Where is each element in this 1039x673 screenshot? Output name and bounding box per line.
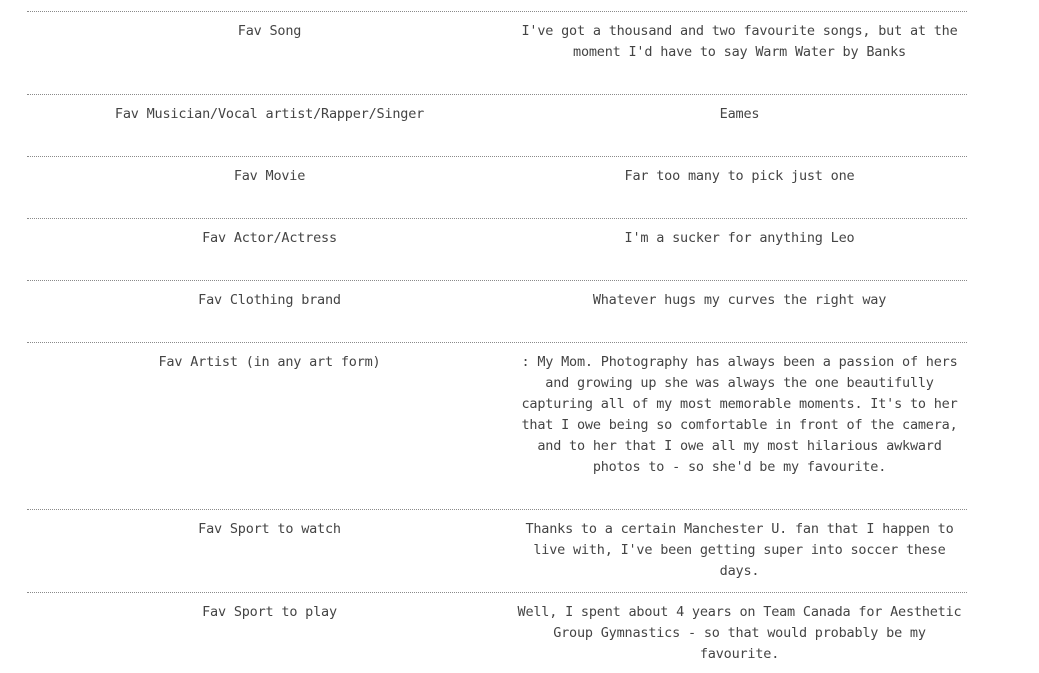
row-label: Fav Actor/Actress bbox=[202, 230, 337, 246]
row-label: Fav Song bbox=[237, 23, 302, 39]
row-value: Thanks to a certain Manchester U. fan that I happen to live with, I've been getting super into soccer these days. bbox=[525, 521, 954, 579]
row-label: Fav Artist (in any art form) bbox=[158, 354, 381, 370]
row-value: Whatever hugs my curves the right way bbox=[592, 292, 887, 308]
favourites-table bbox=[27, 11, 967, 673]
table-row bbox=[27, 95, 967, 157]
table-row bbox=[27, 510, 967, 593]
row-label: Fav Movie bbox=[233, 168, 306, 184]
table-row bbox=[27, 219, 967, 281]
table-row bbox=[27, 593, 967, 673]
row-value: Well, I spent about 4 years on Team Canada for Aesthetic Group Gymnastics - so that would probably be my favourite. bbox=[517, 604, 962, 662]
row-label: Fav Musician/Vocal artist/Rapper/Singer bbox=[114, 106, 425, 122]
table-row bbox=[27, 343, 967, 510]
row-value: I'm a sucker for anything Leo bbox=[624, 230, 855, 246]
row-value: Far too many to pick just one bbox=[624, 168, 855, 184]
row-value: Eames bbox=[719, 106, 760, 122]
row-label: Fav Sport to watch bbox=[198, 521, 341, 537]
row-label: Fav Clothing brand bbox=[198, 292, 341, 308]
table-row bbox=[27, 12, 967, 95]
row-label: Fav Sport to play bbox=[202, 604, 337, 620]
table-row bbox=[27, 157, 967, 219]
row-value: I've got a thousand and two favourite songs, but at the moment I'd have to say Warm Water by Banks bbox=[521, 23, 958, 60]
row-value: : My Mom. Photography has always been a passion of hers and growing up she was always the one beautifully capturing all of my most memorable moments. It's to her that I owe being so comfortable in front of the camera, and to her that I owe all my most hilarious awkward photos to - so she'd be my favourite. bbox=[521, 354, 958, 475]
table-row bbox=[27, 281, 967, 343]
